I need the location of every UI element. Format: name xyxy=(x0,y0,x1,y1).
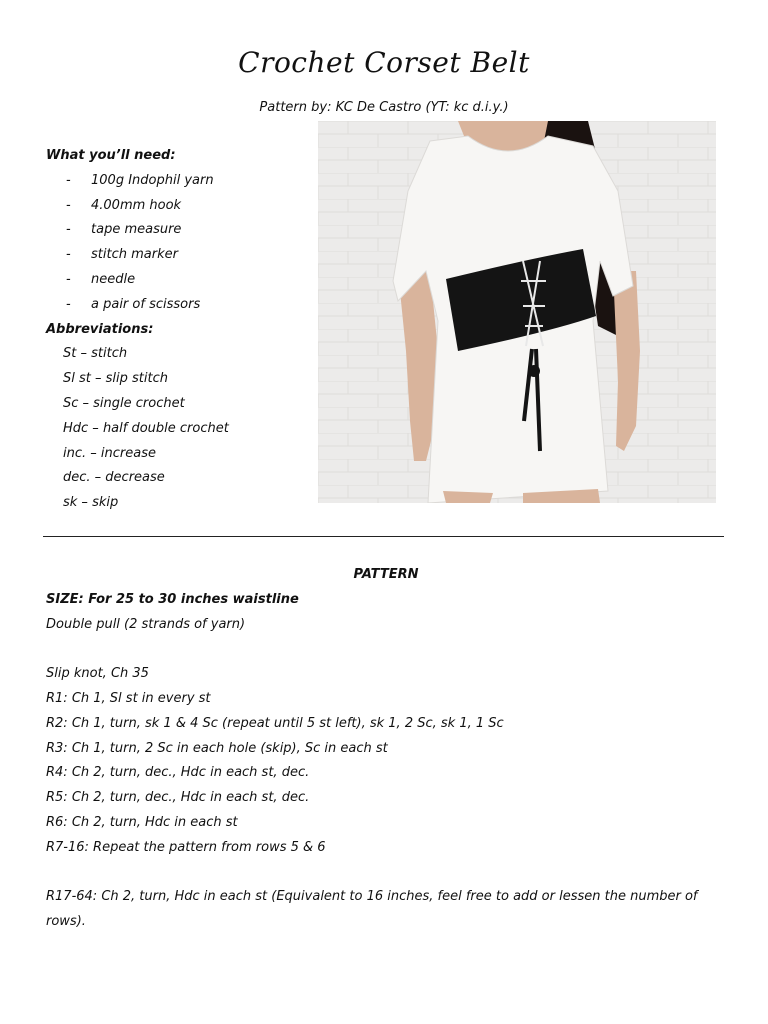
pattern-row: R6: Ch 2, turn, Hdc in each st xyxy=(46,814,238,830)
pattern-row: R1: Ch 1, Sl st in every st xyxy=(46,690,211,706)
size-line: SIZE: For 25 to 30 inches waistline xyxy=(46,591,299,607)
pattern-row: Slip knot, Ch 35 xyxy=(46,666,149,682)
spacer xyxy=(46,637,726,662)
list-item: inc. – increase xyxy=(63,445,156,461)
list-item: Sc – single crochet xyxy=(63,395,185,411)
materials-section xyxy=(46,144,316,516)
pattern-row: R7-16: Repeat the pattern from rows 5 & 6 xyxy=(46,839,326,855)
list-item: - tape measure xyxy=(66,222,182,238)
list-item: dec. – decrease xyxy=(63,470,165,486)
materials-heading: What you’ll need: xyxy=(46,148,176,163)
list-item: Sl st – slip stitch xyxy=(63,371,168,387)
spacer xyxy=(46,861,726,886)
materials-list xyxy=(46,169,316,318)
yarn-line: Double pull (2 strands of yarn) xyxy=(46,616,246,632)
pattern-byline: Pattern by: KC De Castro (YT: kc d.i.y.) xyxy=(259,100,509,115)
list-item: - needle xyxy=(66,271,136,287)
list-item: - 4.00mm hook xyxy=(66,197,182,213)
pattern-row: R5: Ch 2, turn, dec., Hdc in each st, dec. xyxy=(46,790,310,806)
pattern-section xyxy=(46,563,726,935)
pattern-row: R2: Ch 1, turn, sk 1 & 4 Sc (repeat until 5 st left), sk 1, 2 Sc, sk 1, 1 Sc xyxy=(46,715,504,731)
list-item: Hdc – half double crochet xyxy=(63,420,229,436)
pattern-row: R4: Ch 2, turn, dec., Hdc in each st, dec. xyxy=(46,765,310,781)
list-item: - a pair of scissors xyxy=(66,296,201,312)
list-item: sk – skip xyxy=(63,495,119,511)
list-item: - 100g Indophil yarn xyxy=(66,172,214,188)
list-item: - stitch marker xyxy=(66,247,178,263)
corset-photo xyxy=(318,121,716,503)
abbreviations-list xyxy=(46,342,316,516)
list-item: St – stitch xyxy=(63,346,128,362)
pattern-heading: PATTERN xyxy=(353,567,419,582)
section-divider xyxy=(43,536,724,537)
pattern-row: R3: Ch 1, turn, 2 Sc in each hole (skip), Sc in each st xyxy=(46,740,388,756)
pattern-row-final: R17-64: Ch 2, turn, Hdc in each st (Equivalent to 16 inches, feel free to add or lessen the number of rows). xyxy=(46,889,698,930)
abbreviations-heading: Abbreviations: xyxy=(46,321,154,337)
document-title: Crochet Corset Belt xyxy=(238,46,530,79)
